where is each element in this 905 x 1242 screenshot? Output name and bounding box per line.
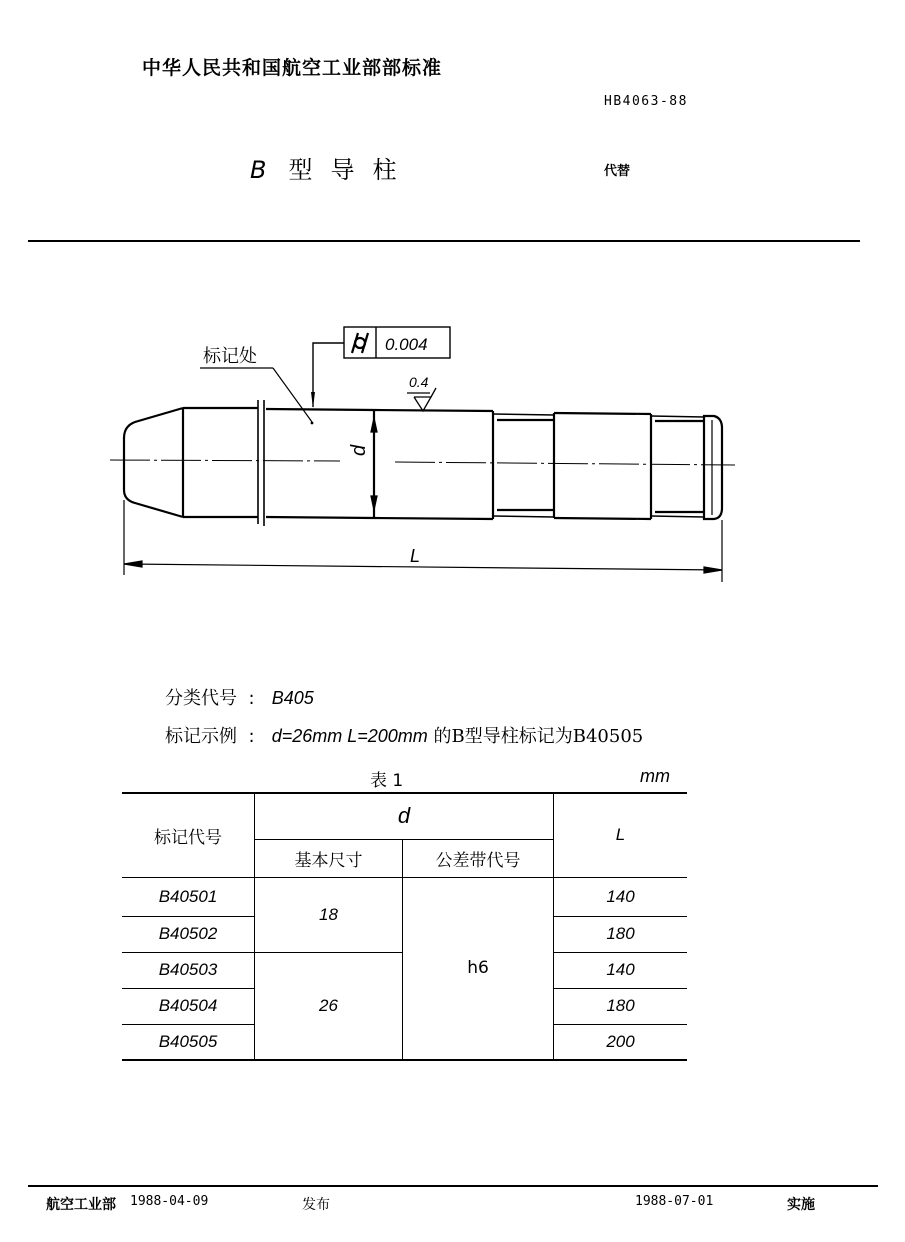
replaces-label: 代替 xyxy=(604,164,631,179)
issuer: 航空工业部 xyxy=(46,1197,116,1213)
row-code: B40503 xyxy=(122,952,255,988)
table-unit: mm xyxy=(640,766,670,786)
row-basic-size: 18 xyxy=(255,877,403,952)
row-code: B40505 xyxy=(122,1024,255,1060)
header-divider xyxy=(28,240,860,242)
row-basic-size: 26 xyxy=(255,952,403,1060)
marking-example-value: d=26mm L=200mm xyxy=(271,726,428,746)
row-L: 140 xyxy=(554,952,688,988)
header-d: d xyxy=(255,793,554,839)
effective-date: 1988-07-01 xyxy=(635,1194,714,1209)
row-L: 140 xyxy=(554,877,688,916)
classification-value: B405 xyxy=(271,688,314,708)
title-prefix: B xyxy=(250,156,285,184)
issue-date: 1988-04-09 xyxy=(130,1194,209,1209)
row-L: 180 xyxy=(554,988,688,1024)
effective-label: 实施 xyxy=(787,1197,815,1213)
footer-divider xyxy=(28,1185,878,1187)
table-caption: 表 1 xyxy=(370,771,404,791)
standard-number: HB4063-88 xyxy=(604,94,688,109)
row-code: B40501 xyxy=(122,877,255,916)
header-basic-size: 基本尺寸 xyxy=(255,839,403,877)
row-L: 180 xyxy=(554,916,688,952)
issue-label: 发布 xyxy=(302,1197,330,1213)
roughness-value: 0.4 xyxy=(409,374,429,390)
classification-line: 分类代号 : B405 xyxy=(165,688,314,709)
header-L: L xyxy=(554,793,688,877)
diameter-label: d xyxy=(348,444,370,456)
table-row xyxy=(122,877,687,916)
title-text: 型导柱 xyxy=(288,156,415,184)
classification-label: 分类代号 xyxy=(165,688,237,709)
header-tolerance-code: 公差带代号 xyxy=(403,839,554,877)
row-tolerance: h6 xyxy=(403,877,554,1060)
organization-title: 中华人民共和国航空工业部部标准 xyxy=(142,57,443,79)
marking-example-label: 标记示例 xyxy=(165,726,237,747)
tolerance-value: 0.004 xyxy=(385,335,428,354)
row-code: B40502 xyxy=(122,916,255,952)
cylindricity-icon xyxy=(352,333,368,353)
mark-location-label: 标记处 xyxy=(203,346,257,367)
roughness-icon xyxy=(407,388,436,411)
length-label: L xyxy=(410,546,421,566)
guide-pillar-drawing xyxy=(0,300,905,600)
marking-example-line: 标记示例 : d=26mm L=200mm 的B型导柱标记为B40505 xyxy=(165,726,644,747)
row-code: B40504 xyxy=(122,988,255,1024)
document-title xyxy=(250,150,414,185)
row-L: 200 xyxy=(554,1024,688,1060)
marking-example-suffix: 的B型导柱标记为B40505 xyxy=(433,726,644,747)
spec-table xyxy=(122,792,687,1061)
header-code: 标记代号 xyxy=(154,827,222,848)
